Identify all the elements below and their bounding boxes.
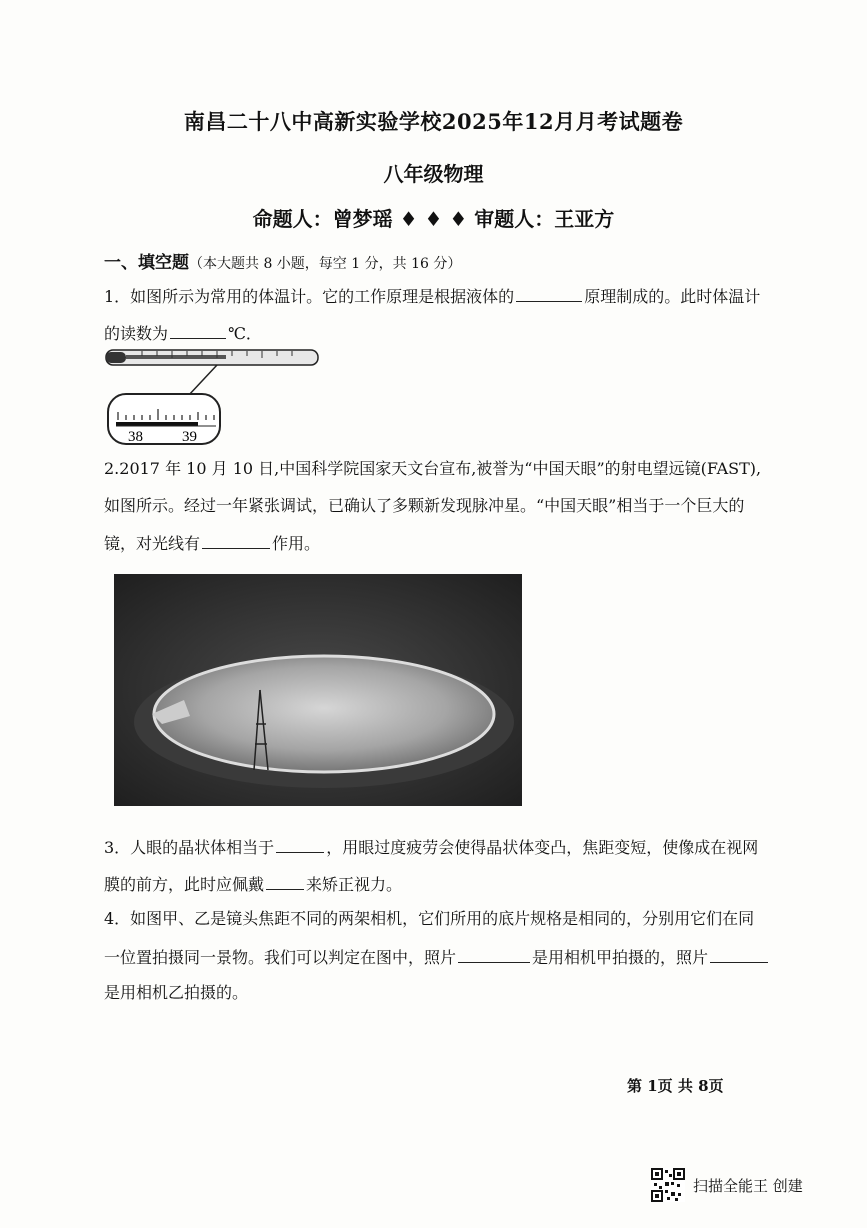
question-2-line-2: 如图所示。经过一年紧张调试，已确认了多颗新发现脉冲星。“中国天眼”相当于一个巨大的 — [104, 496, 745, 515]
section-heading — [104, 248, 461, 273]
page-number: 第 1页 共 8页 — [627, 1077, 724, 1095]
thermo-label-39: 39 — [182, 429, 197, 445]
q4-text-b: 一位置拍摄同一景物。我们可以判定在图中，照片 — [104, 948, 457, 967]
q4-text-c: 是用相机甲拍摄的，照片 — [532, 948, 709, 967]
zoom-pointer-line — [188, 365, 217, 396]
scanner-watermark — [651, 1168, 803, 1202]
section-title: 一、填空题 — [104, 253, 189, 273]
exam-authors: 命题人：曾梦瑶 ♦ ♦ ♦ 审题人：王亚方 — [252, 207, 615, 231]
q3-blank-1[interactable] — [276, 836, 324, 853]
question-4-line-1: 4．如图甲、乙是镜头焦距不同的两架相机，它们所用的底片规格是相同的，分别用它们在同 — [104, 909, 755, 928]
question-1-line-1 — [104, 285, 760, 307]
qr-code-icon — [651, 1168, 685, 1202]
scanner-text: 扫描全能王 创建 — [693, 1176, 803, 1195]
thermometer-mercury — [126, 355, 226, 359]
thermometer-bulb — [106, 352, 126, 363]
q2-blank[interactable] — [202, 532, 270, 549]
question-3-line-2 — [104, 873, 402, 895]
section-note: （本大题共 8 小题，每空 1 分，共 16 分） — [189, 256, 462, 272]
q1-blank-1[interactable] — [516, 285, 582, 302]
question-2-line-3 — [104, 532, 320, 554]
q3-text-c: 膜的前方，此时应佩戴 — [104, 875, 265, 894]
q1-text-a: 1．如图所示为常用的体温计。它的工作原理是根据液体的 — [104, 287, 515, 306]
q3-text-a: 3．人眼的晶状体相当于 — [104, 838, 275, 857]
thermometer-figure — [102, 346, 324, 448]
q1-text-c: 的读数为 — [104, 324, 169, 343]
thermo-label-38: 38 — [128, 429, 143, 445]
question-2-line-1: 2.2017 年 10 月 10 日,中国科学院国家天文台宣布,被誉为“中国天眼”的射电望远镜(FAST), — [104, 459, 762, 478]
exam-title: 南昌二十八中高新实验学校2025年12月月考试题卷 — [183, 109, 684, 134]
q3-text-d: 来矫正视力。 — [306, 875, 403, 894]
zoom-mercury — [116, 422, 198, 426]
telescope-dish — [154, 656, 494, 772]
fast-telescope-photo — [114, 574, 522, 806]
zoom-callout — [108, 394, 220, 444]
q3-blank-2[interactable] — [266, 873, 304, 890]
q3-text-b: ，用眼过度疲劳会使得晶状体变凸，焦距变短，使像成在视网 — [326, 838, 759, 857]
q1-text-d: ℃． — [228, 324, 262, 343]
question-4-line-3: 是用相机乙拍摄的。 — [104, 983, 249, 1002]
question-4-line-2 — [104, 946, 770, 968]
q4-blank-2[interactable] — [710, 946, 768, 963]
q4-blank-1[interactable] — [458, 946, 530, 963]
q2-text-c: 镜，对光线有 — [104, 534, 201, 553]
question-1-line-2 — [104, 322, 262, 344]
question-3-line-1 — [104, 836, 758, 858]
exam-subject: 八年级物理 — [383, 162, 484, 186]
q1-text-b: 原理制成的。此时体温计 — [584, 287, 761, 306]
q2-text-d: 作用。 — [272, 534, 321, 553]
q1-blank-2[interactable] — [170, 322, 226, 339]
